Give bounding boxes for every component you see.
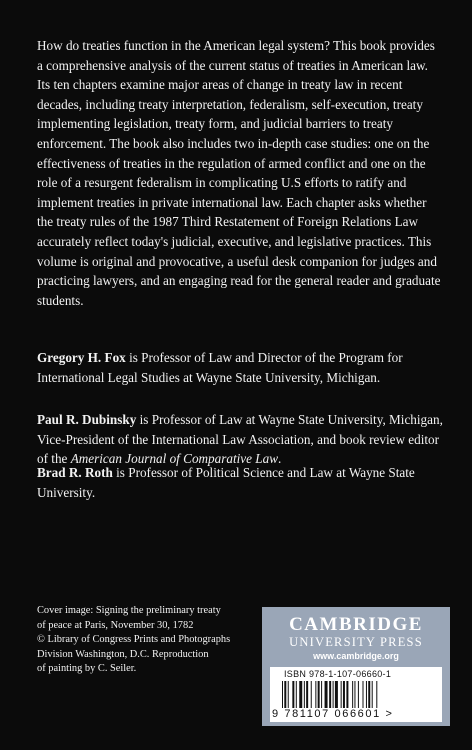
author-bio-text: is Professor of Political Science and Law at Wayne State University. (37, 465, 415, 500)
cover-image-credit (37, 604, 242, 677)
publisher-subtitle: UNIVERSITY PRESS (289, 635, 423, 649)
credit-line: of painting by C. Seiler. (37, 663, 137, 675)
author-bio-text: is Professor of Law and Director of the Program for International Legal Studies at Wayne State University, Michigan. (37, 350, 403, 385)
author-name: Paul R. Dubinsky (37, 412, 137, 427)
publisher-name: CAMBRIDGE (289, 614, 423, 635)
author-name: Gregory H. Fox (37, 350, 126, 365)
credit-line: Cover image: Signing the preliminary treaty (37, 605, 221, 616)
publisher-logo (262, 615, 450, 662)
author-bio-roth (37, 463, 443, 502)
credit-line: © Library of Congress Prints and Photographs (37, 634, 231, 646)
book-description: How do treaties function in the American legal system? This book provides a comprehensive analysis of the current status of treaties in American law. Its ten chapters examine major areas of change in treaty law in recent decades, including treaty interpretation, federalism, self-execution, treaty implementing legislation, treaty form, and judicial barriers to treaty enforcement. The book also includes two in-depth case studies: one on the effectiveness of treaties in the regulation of armed conflict and one on the role of a resurgent federalism in complicating U.S efforts to ratify and implement treaties in private international law. Each chapter asks whether the treaty rules of the 1987 Third Restatement of Foreign Relations Law accurately reflect today's judicial, executive, and legislative practices. This volume is original and provocative, a useful desk companion for judges and practicing lawyers, and an engaging read for the general reader and graduate students. (37, 38, 441, 308)
barcode-digits: 9 781107 066601 > (272, 708, 394, 720)
author-bio-fox (37, 348, 443, 387)
journal-title: American Journal of Comparative Law (70, 451, 279, 467)
author-bio-dubinsky (37, 410, 443, 469)
isbn-label: ISBN 978-1-107-06660-1 (284, 669, 392, 679)
author-bio-text: is Professor of Law at Wayne State University, Michigan, Vice-President of the International Law Association, and book review editor of the (37, 412, 443, 467)
credit-line: Division Washington, D.C. Reproduction (37, 648, 209, 660)
publisher-panel (262, 607, 450, 726)
barcode (270, 667, 442, 722)
barcode-bars-icon (282, 681, 432, 708)
author-bio-tail: . (278, 451, 282, 467)
publisher-url: www.cambridge.org (313, 651, 399, 661)
author-name: Brad R. Roth (37, 465, 113, 480)
credit-line: of peace at Paris, November 30, 1782 (37, 619, 194, 631)
